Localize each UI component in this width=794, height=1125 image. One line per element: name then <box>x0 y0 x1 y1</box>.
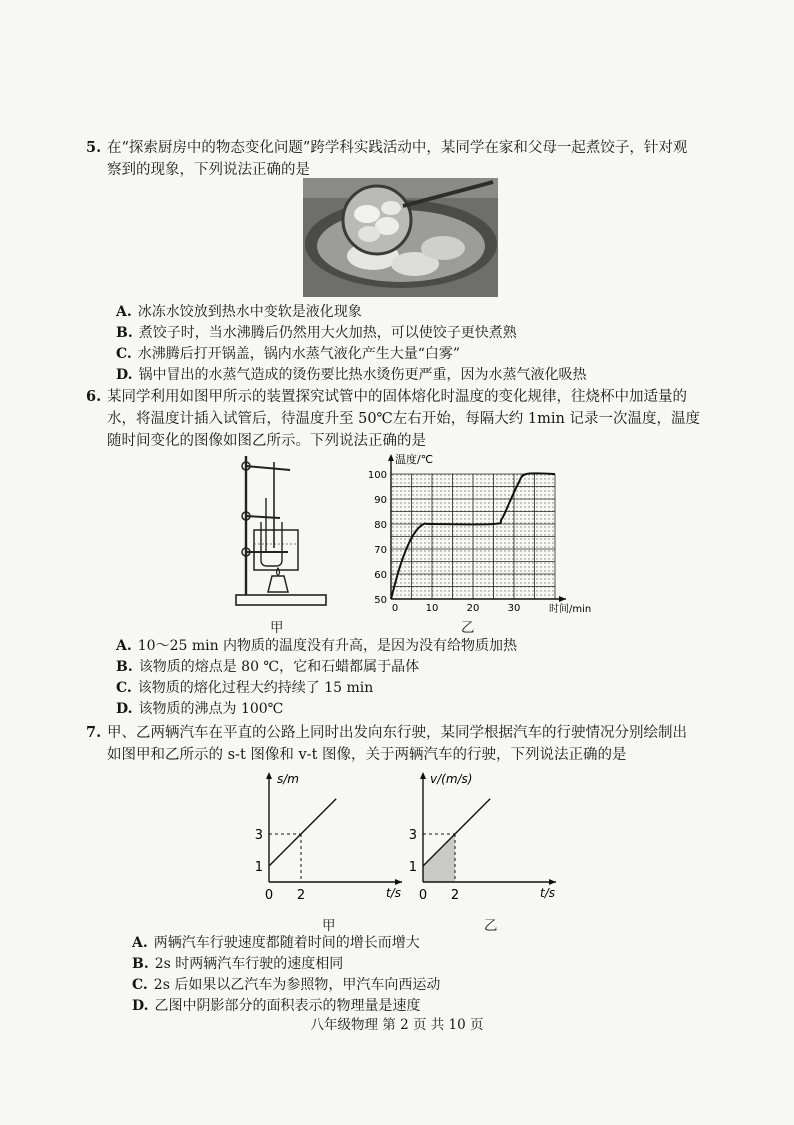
shaded-area <box>423 834 455 882</box>
melting-apparatus-diagram <box>228 452 332 612</box>
x-tick-label: 10 <box>425 603 439 614</box>
chart-ylabel: 温度/℃ <box>395 453 434 466</box>
q5-number: 5. <box>86 139 102 156</box>
x-tick-label: 2 <box>296 888 306 903</box>
dumplings-pot-photo <box>303 178 498 297</box>
q6-stem-line2: 水，将温度计插入试管后，待温度升至 50℃左右开始，每隔大约 1min 记录一次温度，温度 <box>107 411 700 427</box>
y-tick-label: 80 <box>374 520 387 531</box>
data-line <box>269 799 336 866</box>
data-line <box>423 799 490 866</box>
q6-stem-line3: 随时间变化的图像如图乙所示。下列说法正确的是 <box>107 433 426 449</box>
x-tick-label: 20 <box>466 603 480 614</box>
chart-xlabel: 时间/min <box>549 604 592 615</box>
q5-option-c: C. 水沸腾后打开锅盖，锅内水蒸气液化产生大量“白雾” <box>116 346 461 362</box>
y-tick-label: 3 <box>254 828 263 843</box>
q5-stem-line1: 在“探索厨房中的物态变化问题”跨学科实践活动中，某同学在家和父母一起煮饺子，针对观 <box>107 140 688 156</box>
q7-option-b: B. 2s 时两辆汽车行驶的速度相同 <box>132 956 344 972</box>
q6-fig-jia-caption: 甲 <box>270 620 284 636</box>
q6-fig-yi-caption: 乙 <box>461 620 475 636</box>
q7-number: 7. <box>86 724 102 741</box>
q6-stem-line1: 某同学利用如图甲所示的装置探究试管中的固体熔化时温度的变化规律，往烧杯中加适量的 <box>107 389 687 405</box>
vt-x-arrow <box>549 879 556 885</box>
x-tick-label: 2 <box>450 888 460 903</box>
q5-stem-line2: 察到的现象，下列说法正确的是 <box>107 162 310 178</box>
y-tick-label: 100 <box>367 470 387 481</box>
y-tick-label: 50 <box>374 595 387 606</box>
y-tick-label: 1 <box>254 860 263 875</box>
q6-option-d: D. 该物质的沸点为 100℃ <box>116 701 284 717</box>
page-footer: 八年级物理 第 2 页 共 10 页 <box>310 1017 484 1033</box>
st-y-arrow <box>266 772 272 779</box>
st-ylabel: s/m <box>277 772 299 786</box>
q7-option-a: A. 两辆汽车行驶速度都随着时间的增长而增大 <box>132 935 420 951</box>
vt-xlabel: t/s <box>540 886 555 900</box>
st-xlabel: t/s <box>386 886 401 900</box>
q7-stem-line1: 甲、乙两辆汽车在平直的公路上同时出发向东行驶，某同学根据汽车的行驶情况分别绘制出 <box>107 725 687 741</box>
q6-number: 6. <box>86 388 102 405</box>
y-axis-arrow <box>388 454 394 461</box>
q5-option-a: A. 冰冻水饺放到热水中变软是液化现象 <box>116 304 362 320</box>
x-axis-arrow <box>559 596 566 602</box>
q7-option-c: C. 2s 后如果以乙汽车为参照物，甲汽车向西运动 <box>132 977 441 993</box>
q6-option-b: B. 该物质的熔点是 80 ℃，它和石蜡都属于晶体 <box>116 659 420 675</box>
q7-fig-yi-caption: 乙 <box>484 918 498 934</box>
q7-stem-line2: 如图甲和乙所示的 s-t 图像和 v-t 图像，关于两辆汽车的行驶，下列说法正确的是 <box>107 747 627 763</box>
q7-option-d: D. 乙图中阴影部分的面积表示的物理量是速度 <box>132 998 421 1014</box>
y-tick-label: 60 <box>374 570 387 581</box>
s-t-chart <box>250 766 406 912</box>
q6-option-a: A. 10～25 min 内物质的温度没有升高，是因为没有给物质加热 <box>116 638 518 654</box>
temperature-time-chart <box>360 450 600 616</box>
x-tick-label: 0 <box>264 888 274 903</box>
y-tick-label: 70 <box>374 545 387 556</box>
x-tick-label: 30 <box>507 603 521 614</box>
q5-option-d: D. 锅中冒出的水蒸气造成的烫伤要比热水烫伤更严重，因为水蒸气液化吸热 <box>116 367 587 383</box>
q7-fig-jia-caption: 甲 <box>322 918 336 934</box>
x-tick-label: 0 <box>391 603 399 614</box>
y-tick-label: 90 <box>374 495 387 506</box>
vt-ylabel: v/(m/s) <box>430 772 473 786</box>
y-tick-label: 3 <box>408 828 417 843</box>
q6-option-c: C. 该物质的熔化过程大约持续了 15 min <box>116 680 374 696</box>
v-t-chart <box>390 766 560 912</box>
x-tick-label: 0 <box>418 888 428 903</box>
vt-y-arrow <box>420 772 426 779</box>
q5-option-b: B. 煮饺子时，当水沸腾后仍然用大火加热，可以使饺子更快煮熟 <box>116 325 517 341</box>
y-tick-label: 1 <box>408 860 417 875</box>
